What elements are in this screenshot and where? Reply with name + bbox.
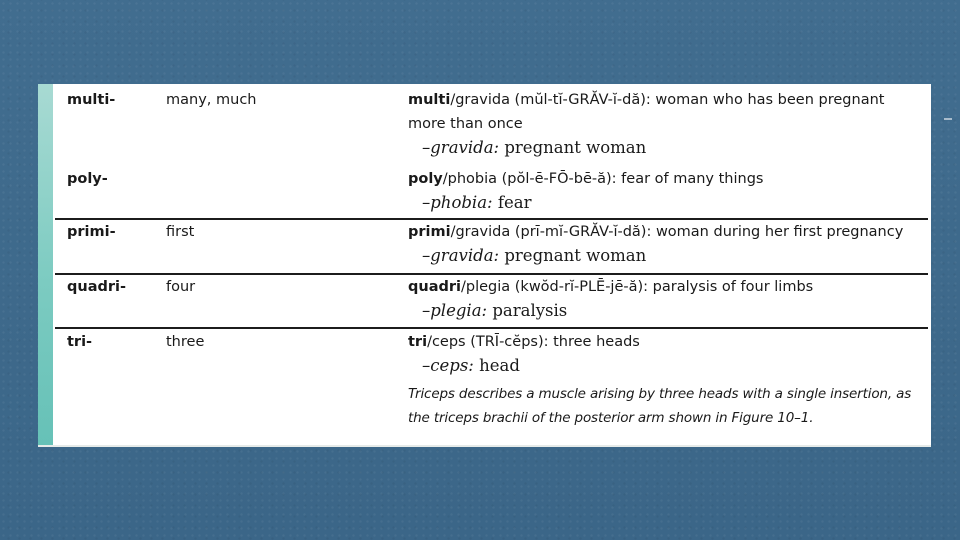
suffix-definition (408, 191, 925, 215)
accent-bar (38, 84, 53, 445)
table-row-quadri (55, 275, 928, 327)
prefix-cell: multi- (67, 92, 116, 108)
suffix-term: –gravida: (422, 138, 500, 157)
slide-edge-mark (944, 118, 952, 120)
prefix-cell: poly- (67, 171, 108, 187)
suffix-meaning: paralysis (487, 301, 568, 320)
meaning-cell: many, much (166, 92, 257, 108)
meaning-cell: four (166, 279, 196, 295)
example-prefix: multi (408, 92, 451, 108)
suffix-definition (408, 299, 925, 323)
suffix-definition (408, 136, 925, 160)
example-text: /gravida (mŭl-tĭ-GRĂV-ĭ-dă): woman who has been pregnant (450, 92, 885, 108)
suffix-meaning: head (473, 356, 520, 375)
table-row-primi (55, 220, 928, 272)
suffix-meaning: pregnant woman (499, 246, 647, 265)
example-cell (408, 167, 925, 215)
table-row-tri (55, 329, 928, 441)
example-line (408, 88, 925, 112)
example-prefix: quadri (408, 279, 461, 295)
example-prefix: poly (408, 171, 443, 187)
example-cell (408, 275, 925, 323)
meaning-cell: three (166, 334, 205, 350)
meaning-cell: first (166, 224, 195, 240)
table-row-poly (55, 163, 928, 217)
suffix-meaning: pregnant woman (499, 138, 647, 157)
word-parts-table-card (38, 84, 931, 447)
example-cell (408, 88, 925, 160)
example-line (408, 220, 925, 244)
triceps-note: Triceps describes a muscle arising by three heads with a single insertion, as the triceps brachii of the posterior arm shown in Figure 10–1. (408, 386, 912, 426)
example-cell (408, 330, 925, 430)
prefix-cell: quadri- (67, 279, 127, 295)
example-prefix: primi (408, 224, 451, 240)
example-text: /plegia (kwŏd-rĭ-PLĒ-jē-ă): paralysis of four limbs (461, 279, 814, 295)
table-row-multi (55, 84, 928, 167)
example-line (408, 275, 925, 299)
suffix-definition (408, 354, 925, 378)
suffix-definition (408, 244, 925, 268)
prefix-table (55, 84, 928, 445)
example-text: /gravida (prī-mĭ-GRĂV-ĭ-dă): woman during her first pregnancy (450, 224, 904, 240)
example-prefix: tri (408, 334, 428, 350)
example-line-continued: more than once (408, 116, 523, 132)
suffix-term: –gravida: (422, 246, 500, 265)
suffix-term: –plegia: (422, 301, 488, 320)
prefix-cell: tri- (67, 334, 93, 350)
suffix-meaning: fear (492, 193, 532, 212)
prefix-cell: primi- (67, 224, 116, 240)
example-line (408, 330, 925, 354)
example-cell (408, 220, 925, 268)
suffix-term: –phobia: (422, 193, 493, 212)
example-text: /ceps (TRĪ-cĕps): three heads (427, 334, 640, 350)
example-line (408, 167, 925, 191)
example-text: /phobia (pŏl-ē-FŌ-bē-ă): fear of many things (442, 171, 764, 187)
suffix-term: –ceps: (422, 356, 474, 375)
